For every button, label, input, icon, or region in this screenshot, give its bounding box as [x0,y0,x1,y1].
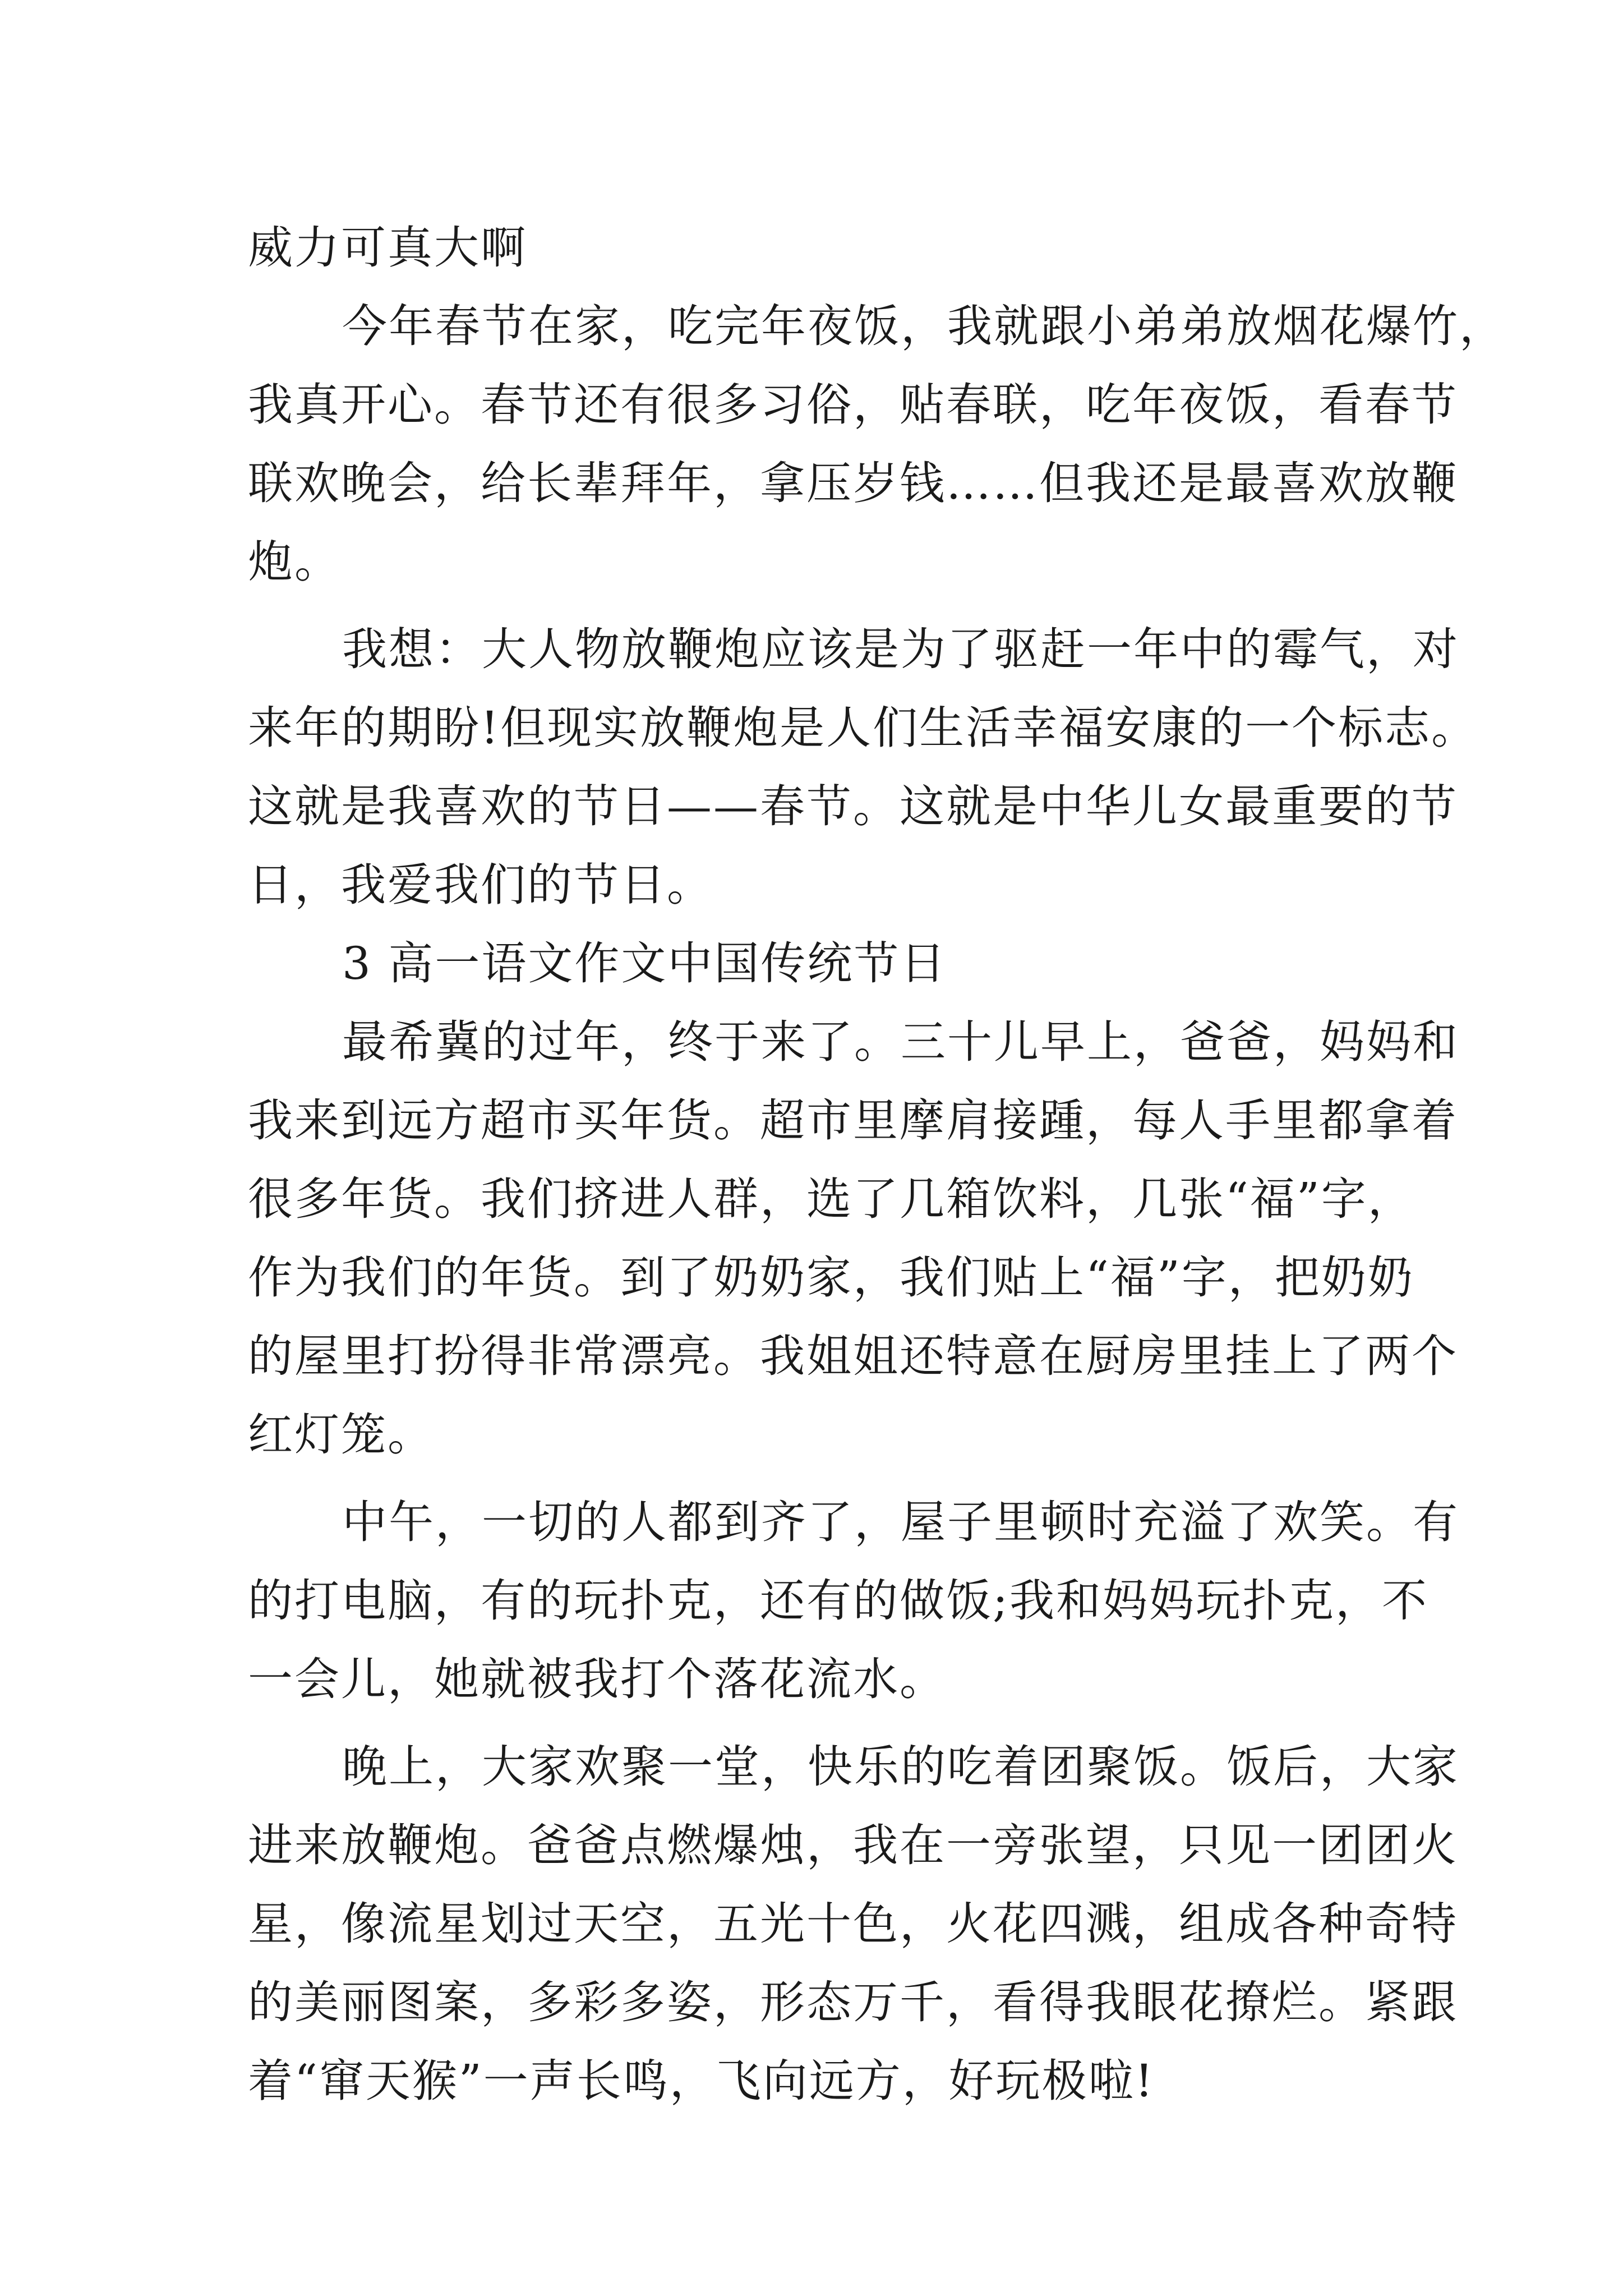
text-line: 3 高一语文作文中国传统节日 [342,937,947,990]
text-line: 红灯笼。 [248,1409,434,1461]
text-line: 来年的期盼!但现实放鞭炮是人们生活幸福安康的一个标志。 [248,702,1478,754]
text-line: 着“窜天猴”一声长鸣，飞向远方，好玩极啦! [248,2055,1155,2107]
text-line: 的屋里打扮得非常漂亮。我姐姐还特意在厨房里挂上了两个 [248,1330,1458,1382]
text-line: 作为我们的年货。到了奶奶家，我们贴上“福”字，把奶奶 [248,1251,1414,1304]
text-line: 一会儿，她就被我打个落花流水。 [248,1653,946,1705]
text-line: 威力可真大啊 [248,222,527,274]
text-line: 最希冀的过年，终于来了。三十儿早上，爸爸，妈妈和 [342,1016,1459,1068]
text-line: 的打电脑，有的玩扑克，还有的做饭;我和妈妈玩扑克，不 [248,1575,1428,1627]
text-line: 很多年货。我们挤进人群，选了几箱饮料，几张“福”字， [248,1173,1414,1225]
text-line: 中午，一切的人都到齐了，屋子里顿时充溢了欢笑。有 [342,1496,1459,1548]
text-line: 我真开心。春节还有很多习俗，贴春联，吃年夜饭，看春节 [248,379,1458,431]
text-line: 联欢晚会，给长辈拜年，拿压岁钱……但我还是最喜欢放鞭 [248,457,1458,509]
text-line: 这就是我喜欢的节日——春节。这就是中华儿女最重要的节 [248,780,1458,832]
text-line: 进来放鞭炮。爸爸点燃爆烛，我在一旁张望，只见一团团火 [248,1819,1458,1871]
text-line: 我来到远方超市买年货。超市里摩肩接踵，每人手里都拿着 [248,1094,1458,1147]
text-line: 炮。 [248,536,341,588]
text-line: 的美丽图案，多彩多姿，形态万千，看得我眼花撩烂。紧跟 [248,1976,1458,2028]
text-line: 我想：大人物放鞭炮应该是为了驱赶一年中的霉气，对 [342,623,1459,675]
text-line: 日，我爱我们的节日。 [248,859,713,911]
text-line: 星，像流星划过天空，五光十色，火花四溅，组成各种奇特 [248,1898,1458,1950]
document-page [248,209,1506,2120]
text-line: 今年春节在家，吃完年夜饭，我就跟小弟弟放烟花爆竹， [342,300,1506,352]
text-line: 晚上，大家欢聚一堂，快乐的吃着团聚饭。饭后，大家 [342,1741,1459,1793]
